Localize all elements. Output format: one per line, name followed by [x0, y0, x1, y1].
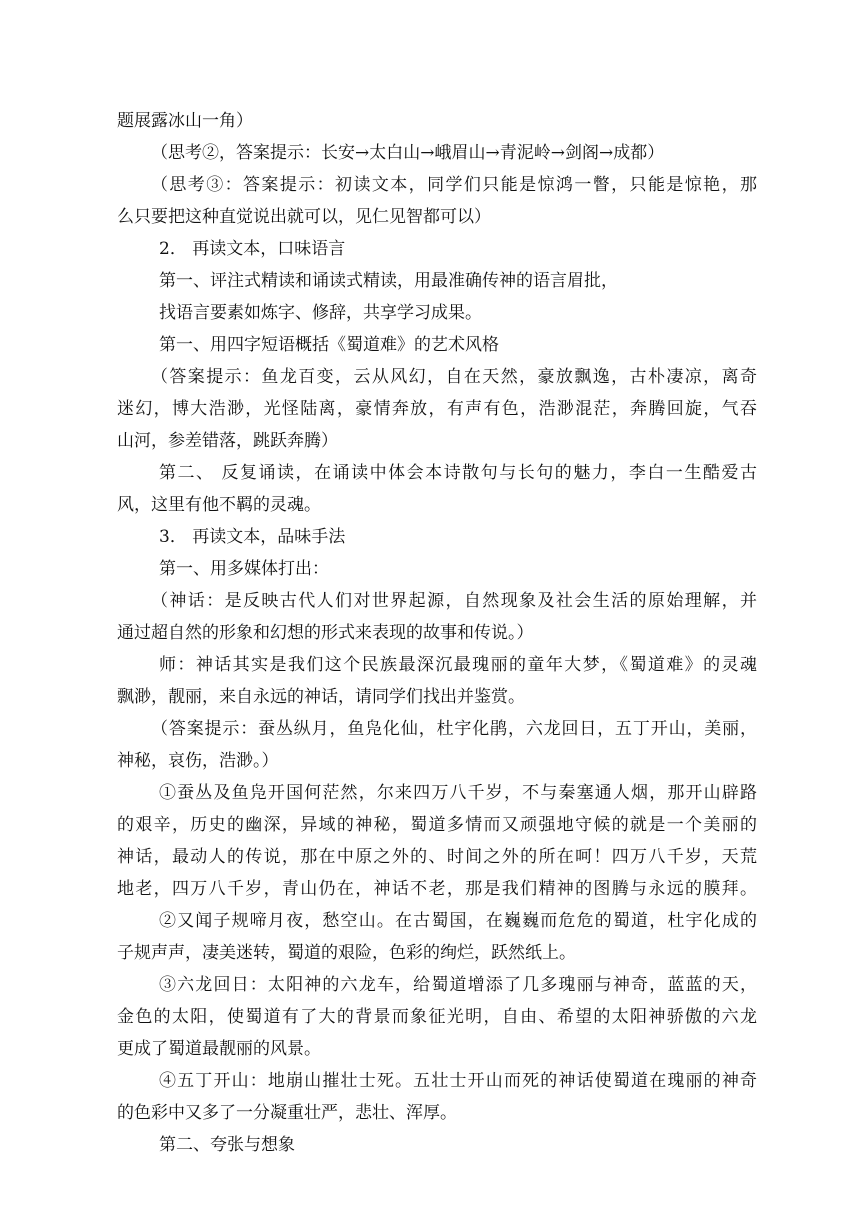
text-line: 第一、评注式精读和诵读式精读，用最准确传神的语言眉批，: [159, 271, 618, 291]
text-line: （思考②，答案提示：长安→太白山→峨眉山→青泥岭→剑阁→成都）: [151, 143, 665, 163]
text-line: 2． 再读文本，口味语言: [159, 239, 346, 259]
text-line: （神话：是反映古代人们对世界起源，自然现象及社会生活的原始理解，并: [151, 591, 757, 611]
text-line: 神话，最动人的传说，那在中原之外的、时间之外的所在呵！四万八千岁，天荒: [117, 847, 757, 867]
text-line: 飘渺，靓丽，来自永远的神话，请同学们找出并鉴赏。: [117, 687, 525, 707]
text-line: 3． 再读文本，品味手法: [159, 527, 346, 547]
text-line: 师：神话其实是我们这个民族最深沉最瑰丽的童年大梦，《蜀道难》的灵魂: [159, 655, 757, 675]
text-line: ③六龙回日：太阳神的六龙车，给蜀道增添了几多瑰丽与神奇，蓝蓝的天，: [159, 975, 757, 995]
text-line: 风，这里有他不羁的灵魂。: [117, 495, 321, 515]
text-line: 第二、夸张与想象: [159, 1135, 295, 1155]
text-line: 神秘，哀伤，浩渺。）: [117, 751, 279, 771]
text-line: 金色的太阳，使蜀道有了大的背景而象征光明，自由、希望的太阳神骄傲的六龙: [117, 1007, 757, 1027]
text-line: ①蚕丛及鱼凫开国何茫然，尔来四万八千岁，不与秦塞通人烟，那开山辟路: [159, 783, 757, 803]
text-line: 题展露冰山一角）: [117, 111, 253, 131]
text-line: 找语言要素如炼字、修辞，共享学习成果。: [159, 303, 482, 323]
text-line: 第一、用多媒体打出：: [159, 559, 329, 579]
text-line: （思考③：答案提示：初读文本，同学们只能是惊鸿一瞥，只能是惊艳，那: [151, 175, 757, 195]
text-line: 迷幻，博大浩渺，光怪陆离，豪情奔放，有声有色，浩渺混茫，奔腾回旋，气吞: [117, 399, 757, 419]
text-line: 的艰辛，历史的幽深，异域的神秘，蜀道多情而又顽强地守候的就是一个美丽的: [117, 815, 757, 835]
text-line: 么只要把这种直觉说出就可以，见仁见智都可以）: [117, 207, 491, 227]
text-line: ④五丁开山：地崩山摧壮士死。五壮士开山而死的神话使蜀道在瑰丽的神奇: [159, 1071, 757, 1091]
text-line: 更成了蜀道最靓丽的风景。: [117, 1039, 321, 1059]
text-line: （答案提示：鱼龙百变，云从风幻，自在天然，豪放飘逸，古朴凄凉，离奇: [151, 367, 757, 387]
text-line: 第一、用四字短语概括《蜀道难》的艺术风格: [159, 335, 499, 355]
text-line: 子规声声，凄美迷转，蜀道的艰险，色彩的绚烂，跃然纸上。: [117, 943, 576, 963]
text-line: ②又闻子规啼月夜，愁空山。在古蜀国，在巍巍而危危的蜀道，杜宇化成的: [159, 911, 757, 931]
text-line: 第二、 反复诵读，在诵读中体会本诗散句与长句的魅力，李白一生酷爱古: [159, 463, 757, 483]
text-line: 通过超自然的形象和幻想的形式来表现的故事和传说。）: [117, 623, 534, 643]
text-line: 的色彩中又多了一分凝重壮严，悲壮、浑厚。: [117, 1103, 457, 1123]
text-line: 地老，四万八千岁，青山仍在，神话不老，那是我们精神的图腾与永远的膜拜。: [117, 879, 757, 899]
text-line: 山河，参差错落，跳跃奔腾）: [117, 431, 338, 451]
text-line: （答案提示：蚕丛纵月，鱼凫化仙，杜宇化鹃，六龙回日，五丁开山，美丽，: [151, 719, 757, 739]
